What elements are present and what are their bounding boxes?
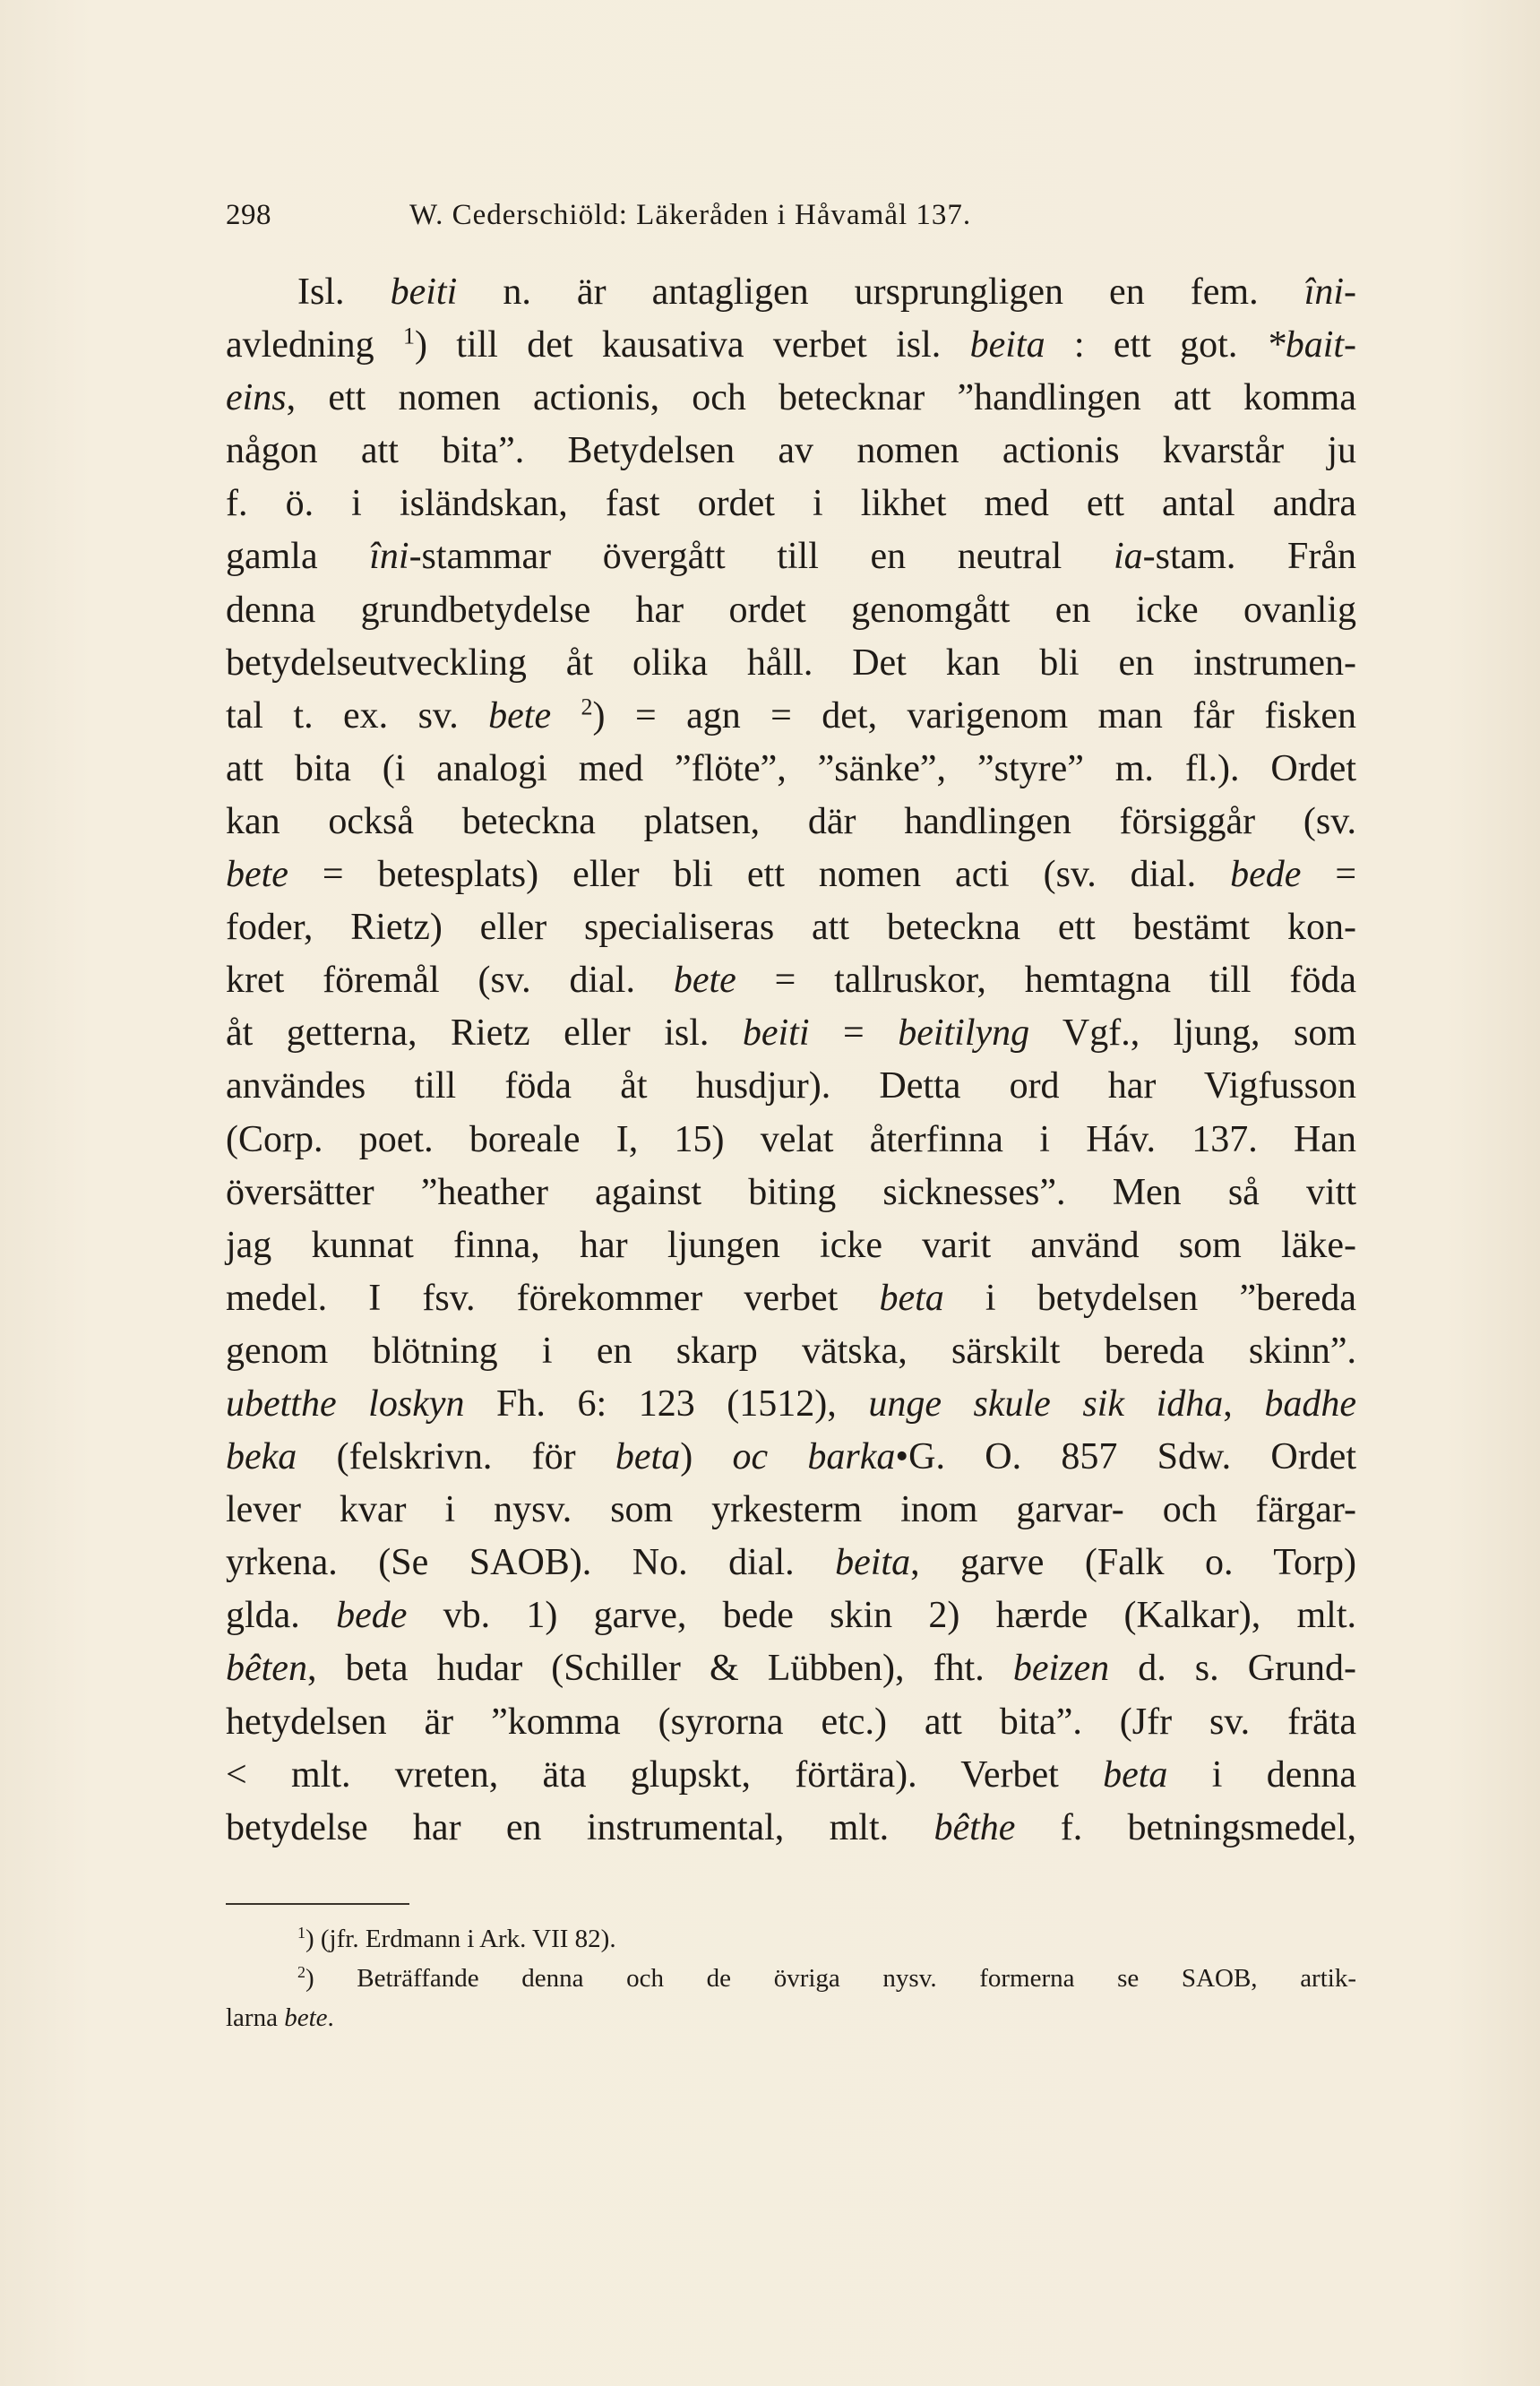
text-line bbox=[226, 1431, 1356, 1484]
text-run: f. betningsmedel, bbox=[1015, 1806, 1357, 1848]
text-line bbox=[226, 1484, 1356, 1537]
text-run: ) (jfr. Erdmann i Ark. VII 82). bbox=[305, 1925, 616, 1953]
footnotes bbox=[226, 1919, 1356, 2037]
text-line bbox=[226, 1589, 1356, 1642]
text-line bbox=[226, 848, 1356, 901]
text-run: betydelseutveckling åt olika håll. Det kan bli en instrumen- bbox=[226, 642, 1356, 684]
text-run: i denna bbox=[1167, 1753, 1356, 1796]
text-line bbox=[226, 1325, 1356, 1378]
text-line bbox=[226, 637, 1356, 690]
text-run: i betydelsen ”bereda bbox=[943, 1277, 1356, 1319]
italic-term: beka bbox=[226, 1436, 297, 1478]
text-run: -stam. Från bbox=[1142, 536, 1357, 578]
text-line bbox=[226, 266, 1356, 319]
footnote-line bbox=[226, 1959, 1356, 1998]
italic-term: beita bbox=[969, 324, 1045, 366]
italic-term: bede bbox=[336, 1595, 408, 1637]
text-run: , bbox=[1223, 1383, 1265, 1425]
italic-term: beta bbox=[879, 1277, 944, 1319]
text-run: n. är antagligen ursprungligen en fem. bbox=[457, 271, 1304, 313]
text-run: ) till det kausativa verbet isl. bbox=[414, 324, 970, 366]
text-run: Isl. bbox=[297, 271, 391, 313]
italic-term: bêten bbox=[226, 1648, 307, 1690]
text-run: yrkena. (Se SAOB). No. dial. bbox=[226, 1542, 836, 1584]
text-run: genom blötning i en skarp vätska, särskilt bereda skinn”. bbox=[226, 1330, 1356, 1372]
text-run: foder, Rietz) eller specialiseras att beteckna ett bestämt kon- bbox=[226, 907, 1356, 949]
text-run: = betesplats) eller bli ett nomen acti (sv. dial. bbox=[288, 854, 1231, 896]
text-run: jag kunnat finna, har ljungen icke varit använd som läke- bbox=[226, 1224, 1356, 1266]
text-line bbox=[226, 1378, 1356, 1431]
italic-term: oc barka bbox=[732, 1436, 896, 1478]
text-run: lever kvar i nysv. som yrkesterm inom garvar- och färgar- bbox=[226, 1489, 1356, 1531]
text-line bbox=[226, 954, 1356, 1007]
text-line bbox=[226, 1537, 1356, 1589]
text-line bbox=[226, 478, 1356, 530]
italic-term: bete bbox=[226, 854, 288, 896]
text-line bbox=[226, 901, 1356, 954]
text-run: •G. O. 857 Sdw. Ordet bbox=[895, 1436, 1356, 1478]
text-line bbox=[226, 1272, 1356, 1325]
text-run: , beta hudar (Schiller & Lübben), fht. bbox=[306, 1648, 1013, 1690]
footnote-marker: 2 bbox=[581, 693, 593, 720]
text-line bbox=[226, 1007, 1356, 1060]
italic-term: bêthe bbox=[933, 1806, 1016, 1848]
italic-term: ia bbox=[1113, 536, 1143, 578]
text-run: kret föremål (sv. dial. bbox=[226, 960, 674, 1002]
page-header bbox=[226, 199, 1364, 244]
text-run: att bita (i analogi med ”flöte”, ”sänke”, ”styre” m. fl.). Ordet bbox=[226, 747, 1356, 789]
italic-term: bete bbox=[673, 960, 736, 1002]
text-run: f. ö. i isländskan, fast ordet i likhet med ett antal andra bbox=[226, 483, 1356, 525]
text-run: vb. 1) garve, bede skin 2) hærde (Kalkar), mlt. bbox=[407, 1595, 1356, 1637]
text-run: : ett got. bbox=[1045, 324, 1267, 366]
italic-term: ubetthe loskyn bbox=[226, 1383, 465, 1425]
text-run: ) bbox=[680, 1436, 733, 1478]
page-number: 298 bbox=[226, 199, 271, 231]
text-line bbox=[226, 584, 1356, 637]
italic-term: beitilyng bbox=[898, 1012, 1030, 1055]
text-run: betydelse har en instrumental, mlt. bbox=[226, 1806, 934, 1848]
text-line bbox=[226, 1114, 1356, 1167]
text-line bbox=[226, 1219, 1356, 1272]
text-run: Vgf., ljung, som bbox=[1029, 1012, 1357, 1055]
text-run: = bbox=[809, 1012, 899, 1055]
footnote-marker: 2 bbox=[297, 1963, 305, 1982]
text-line bbox=[226, 319, 1356, 372]
italic-term: beita bbox=[835, 1542, 911, 1584]
italic-term: badhe bbox=[1264, 1383, 1357, 1425]
footnote-rule bbox=[226, 1903, 409, 1905]
text-run: gamla bbox=[226, 536, 370, 578]
text-run: ) Beträffande denna och de övriga nysv. formerna se SAOB, artik- bbox=[305, 1964, 1356, 1993]
italic-term: îni bbox=[369, 536, 409, 578]
text-line bbox=[226, 1696, 1356, 1749]
text-run: användes till föda åt husdjur). Detta ord har Vigfusson bbox=[226, 1065, 1356, 1107]
text-line bbox=[226, 1802, 1356, 1855]
text-run: (Corp. poet. boreale I, 15) velat återfinna i Háv. 137. Han bbox=[226, 1118, 1356, 1160]
text-line bbox=[226, 1060, 1356, 1113]
text-line bbox=[226, 1642, 1356, 1695]
italic-term: *bait- bbox=[1266, 324, 1357, 366]
text-run: medel. I fsv. förekommer verbet bbox=[226, 1277, 880, 1319]
main-text bbox=[226, 266, 1356, 1855]
text-run: hetydelsen är ”komma (syrorna etc.) att bita”. (Jfr sv. fräta bbox=[226, 1701, 1356, 1743]
text-run: ) = agn = det, varigenom man får fisken bbox=[592, 694, 1356, 736]
text-run: någon att bita”. Betydelsen av nomen actionis kvarstår ju bbox=[226, 430, 1356, 472]
italic-term: unge skule sik idha bbox=[868, 1383, 1224, 1425]
text-run: denna grundbetydelse har ordet genomgått en icke ovanlig bbox=[226, 589, 1356, 631]
italic-term: îni- bbox=[1303, 271, 1357, 313]
italic-term: beta bbox=[1103, 1753, 1168, 1796]
text-run: . bbox=[327, 2003, 334, 2032]
text-run: kan också beteckna platsen, där handlingen försiggår (sv. bbox=[226, 800, 1356, 842]
footnote-marker: 1 bbox=[402, 323, 415, 349]
text-line bbox=[226, 372, 1356, 425]
text-line bbox=[226, 690, 1356, 743]
running-title: W. Cederschiöld: Läkeråden i Håvamål 137. bbox=[409, 199, 972, 231]
text-run: glda. bbox=[226, 1595, 337, 1637]
italic-term: bete bbox=[284, 2003, 328, 2032]
footnote-line bbox=[226, 1998, 1356, 2037]
text-run: (felskrivn. för bbox=[297, 1436, 615, 1478]
text-run: tal t. ex. sv. bbox=[226, 694, 489, 736]
text-run: åt getterna, Rietz eller isl. bbox=[226, 1012, 743, 1055]
italic-term: bete bbox=[488, 694, 552, 736]
footnote-line bbox=[226, 1919, 1356, 1959]
footnote-marker: 1 bbox=[297, 1924, 305, 1942]
text-run: = tallruskor, hemtagna till föda bbox=[736, 960, 1356, 1002]
text-run: Fh. 6: 123 (1512), bbox=[464, 1383, 869, 1425]
text-line bbox=[226, 425, 1356, 478]
text-line bbox=[226, 743, 1356, 796]
text-line bbox=[226, 530, 1356, 583]
italic-term: beizen bbox=[1012, 1648, 1110, 1690]
text-run: avledning bbox=[226, 324, 403, 366]
text-run: larna bbox=[226, 2003, 285, 2032]
text-line bbox=[226, 1167, 1356, 1219]
text-run: -stammar övergått till en neutral bbox=[409, 536, 1114, 578]
text-run: översätter ”heather against biting sicknesses”. Men så vitt bbox=[226, 1171, 1356, 1213]
italic-term: beta bbox=[615, 1436, 681, 1478]
italic-term: eins bbox=[226, 377, 287, 419]
italic-term: bede bbox=[1230, 854, 1302, 896]
italic-term: beiti bbox=[742, 1012, 810, 1055]
text-run bbox=[551, 695, 581, 736]
text-run: d. s. Grund- bbox=[1109, 1648, 1356, 1690]
text-run: , garve (Falk o. Torp) bbox=[910, 1542, 1356, 1584]
text-run: < mlt. vreten, äta glupskt, förtära). Verbet bbox=[226, 1753, 1104, 1796]
text-run: , ett nomen actionis, och betecknar ”handlingen att komma bbox=[286, 377, 1356, 419]
text-line bbox=[226, 796, 1356, 848]
text-line bbox=[226, 1749, 1356, 1802]
text-run: = bbox=[1301, 854, 1357, 896]
italic-term: beiti bbox=[390, 271, 458, 313]
